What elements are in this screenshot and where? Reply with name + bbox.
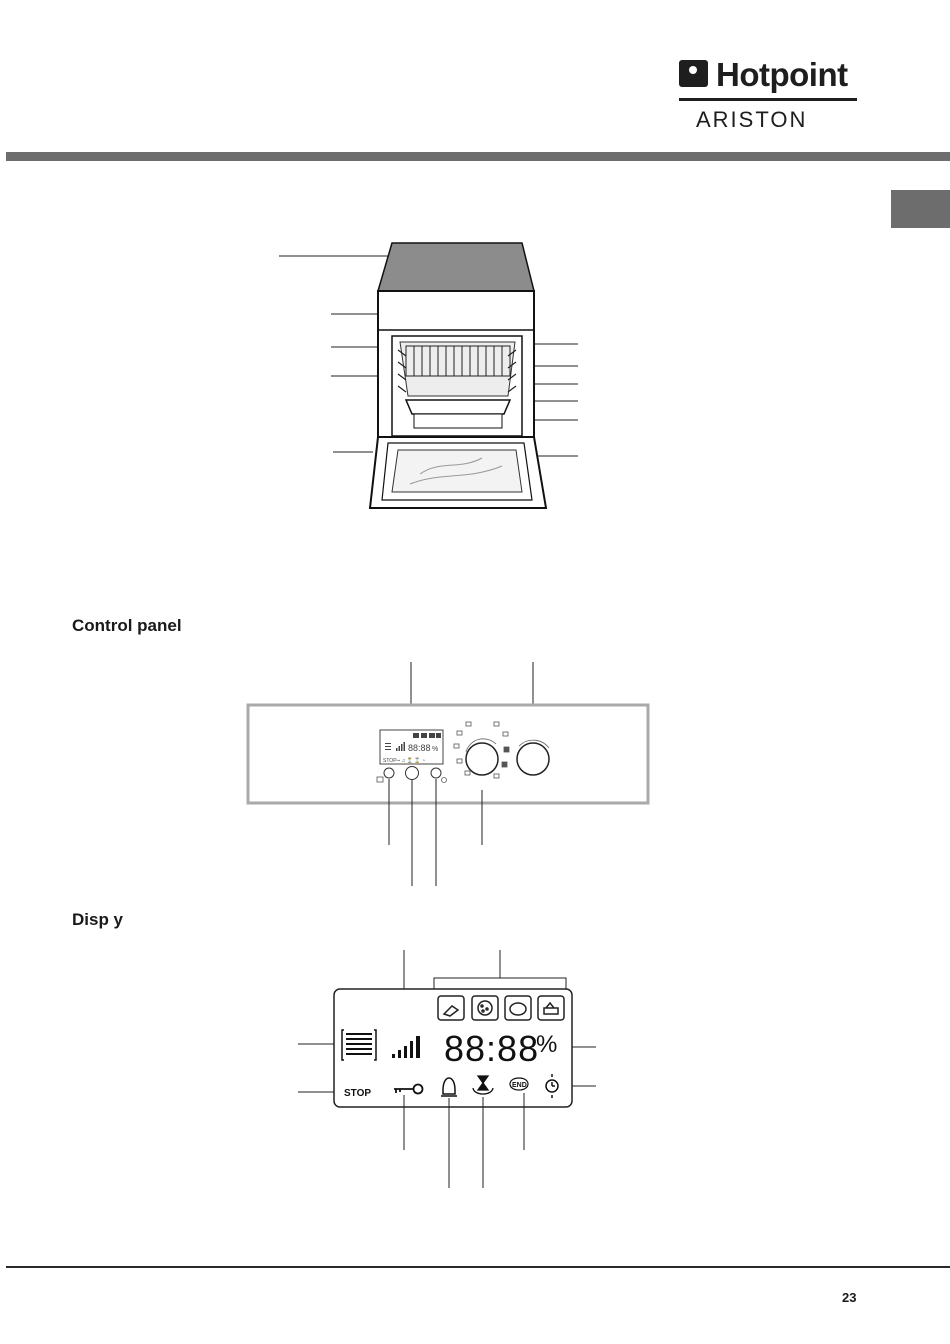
display-time: 88:88 xyxy=(444,1028,540,1069)
logo-divider xyxy=(679,98,857,101)
logo-mark-icon xyxy=(679,60,708,87)
header-bar xyxy=(6,152,950,161)
display-stop: STOP xyxy=(344,1088,372,1099)
display-end: END xyxy=(512,1082,527,1089)
brand-logo xyxy=(676,56,860,132)
control-panel-heading: Control panel xyxy=(72,616,182,635)
svg-text:88:88: 88:88 xyxy=(408,743,431,753)
svg-text:STOP: STOP xyxy=(383,758,397,764)
svg-text:⊸ ♫ ⏳ ⌛ ◔: ⊸ ♫ ⏳ ⌛ ◔ xyxy=(396,758,425,764)
page-number: 23 xyxy=(842,1290,857,1305)
brand-subname: ARISTON xyxy=(696,107,808,132)
oven-illustration xyxy=(270,238,590,514)
display-heading: Disp y xyxy=(72,910,124,929)
display-illustration xyxy=(298,950,600,1190)
svg-text:%: % xyxy=(432,746,439,753)
language-tab xyxy=(891,190,950,228)
control-panel-illustration xyxy=(246,662,650,888)
footer-rule xyxy=(6,1266,950,1268)
display-percent: % xyxy=(536,1031,558,1058)
brand-name: Hotpoint xyxy=(716,56,848,93)
